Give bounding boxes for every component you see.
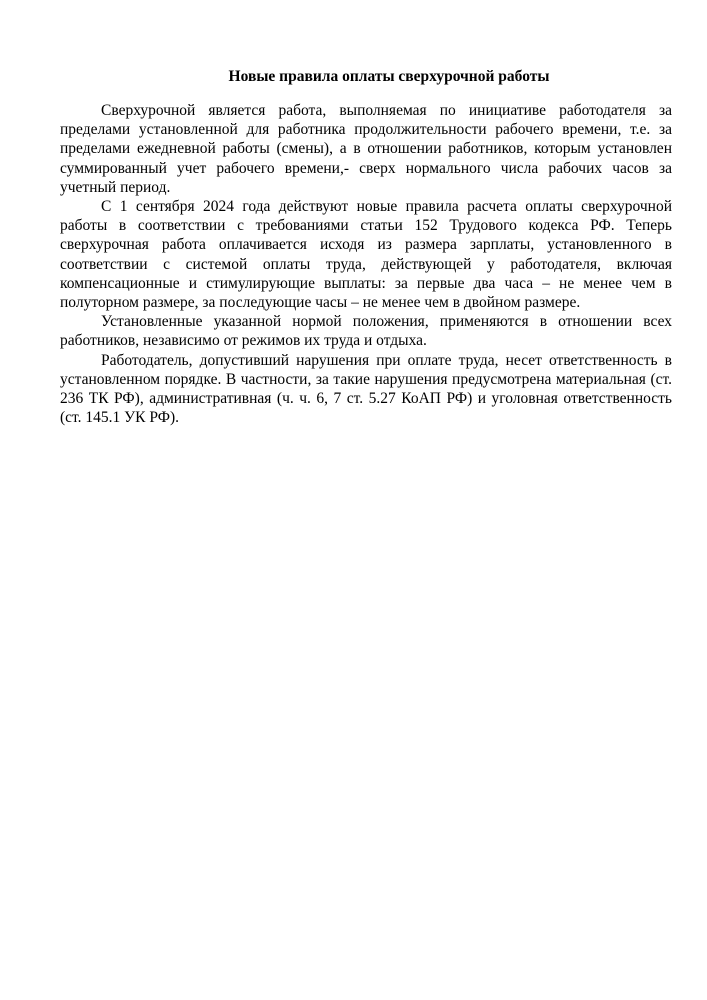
- paragraph-overtime-definition: Сверхурочной является работа, выполняемая по инициативе работодателя за пределами установленной для работника продолжительности рабочего времени, т.е. за пределами ежедневной работы (смены), а в отношении работников, которым установлен суммированный учет рабочего времени,- сверх нормального числа рабочих часов за учетный период.: [60, 102, 672, 196]
- paragraph-scope: Установленные указанной нормой положения, применяются в отношении всех работников, независимо от режимов их труда и отдыха.: [60, 313, 672, 350]
- document-body: [60, 101, 672, 427]
- document-title: Новые правила оплаты сверхурочной работы: [228, 68, 550, 85]
- paragraph-new-payment-rules: С 1 сентября 2024 года действуют новые правила расчета оплаты сверхурочной работы в соответствии с требованиями статьи 152 Трудового кодекса РФ. Теперь сверхурочная работа оплачивается исходя из размера зарплаты, установленного в соответствии с системой оплаты труда, действующей у работодателя, включая компенсационные и стимулирующие выплаты: за первые два часа – не менее чем в полуторном размере, за последующие часы – не менее чем в двойном размере.: [60, 198, 672, 312]
- paragraph-employer-liability: Работодатель, допустивший нарушения при оплате труда, несет ответственность в установленном порядке. В частности, за такие нарушения предусмотрена материальная (ст. 236 ТК РФ), административная (ч. ч. 6, 7 ст. 5.27 КоАП РФ) и уголовная ответственность (ст. 145.1 УК РФ).: [60, 351, 672, 427]
